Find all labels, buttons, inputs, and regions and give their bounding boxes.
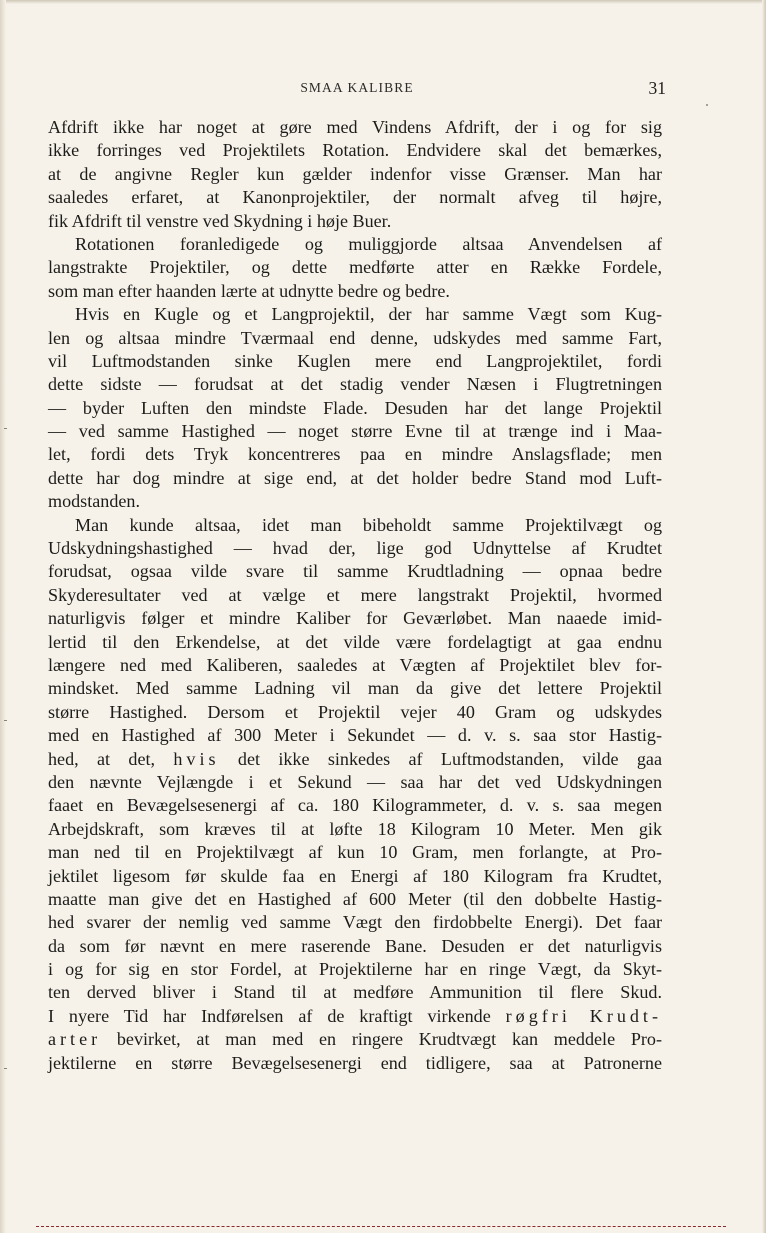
text-line: — byder Luften den mindste Flade. Desuden har det lange Projektil xyxy=(48,397,662,418)
page-edge-left xyxy=(0,0,6,1233)
text-run: hed, at det, xyxy=(48,748,174,769)
text-line xyxy=(48,1005,662,1028)
text-line: større Hastighed. Dersom et Projektil vejer 40 Gram og udskydes xyxy=(48,701,662,722)
text-line: ikke forringes ved Projektilets Rotation. Endvidere skal det bemærkes, xyxy=(48,140,662,161)
text-line: man ned til en Projektilvægt af kun 10 Gram, men forlangte, at Pro- xyxy=(48,842,662,863)
text-line: dette har dog mindre at sige end, at det holder bedre Stand mod Luft- xyxy=(48,467,662,488)
text-line: vil Luftmodstanden sinke Kuglen mere end Langprojektilet, fordi xyxy=(48,350,662,371)
text-line: langstrakte Projektiler, og dette medførte atter en Række Fordele, xyxy=(48,257,662,278)
text-line: ten derved bliver i Stand til at medføre Ammunition til flere Skud. xyxy=(48,982,662,1003)
body-text xyxy=(48,116,662,1075)
text-line: maatte man give det en Hastighed af 600 Meter (til den dobbelte Hastig- xyxy=(48,888,662,909)
text-run: I nyere Tid har Indførelsen af de kraftigt virkende xyxy=(48,1005,506,1026)
text-line: len og altsaa mindre Tværmaal end denne, udskydes med samme Fart, xyxy=(48,327,662,348)
text-line: da som før nævnt en mere raserende Bane. Desuden er det naturligvis xyxy=(48,935,662,956)
text-line: at de angivne Regler kun gælder indenfor visse Grænser. Man har xyxy=(48,163,662,184)
text-line: lertid til den Erkendelse, at det vilde være fordelagtigt at gaa endnu xyxy=(48,631,662,652)
text-run: bevirket, at man med en ringere Krudtvægt kan meddele Pro- xyxy=(101,1029,662,1050)
text-line: Skyderesultater ved at vælge et mere langstrakt Projektil, hvormed xyxy=(48,584,662,605)
page-number: 31 xyxy=(648,78,666,98)
text-line: modstanden. xyxy=(48,491,140,512)
running-title: SMAA KALIBRE xyxy=(300,80,414,95)
text-run: det ikke sinkedes af Luftmodstanden, vilde gaa xyxy=(219,748,662,769)
text-line: naturligvis følger et mindre Kaliber for Geværløbet. Man naaede imid- xyxy=(48,608,662,629)
text-line: i og for sig en stor Fordel, at Projektilerne har en ringe Vægt, da Skyt- xyxy=(48,959,662,980)
text-line xyxy=(48,748,662,771)
text-line: Arbejdskraft, som kræves til at løfte 18 Kilogram 10 Meter. Men gik xyxy=(48,818,662,839)
text-line: jektilet ligesom før skulde faa en Energi af 180 Kilogram fra Krudtet, xyxy=(48,865,662,886)
text-line: let, fordi dets Tryk koncentreres paa en mindre Anslagsflade; men xyxy=(48,444,662,465)
emphasized-text: arter xyxy=(48,1029,102,1050)
text-line: saaledes erfaret, at Kanonprojektiler, der normalt afveg til højre, xyxy=(48,187,662,208)
margin-mark xyxy=(4,1068,7,1069)
scan-edge-line xyxy=(36,1226,726,1228)
margin-mark xyxy=(4,720,7,721)
text-line: længere ned med Kaliberen, saaledes at Vægten af Projektilet blev for- xyxy=(48,654,662,675)
emphasized-text: røgfri Krudt- xyxy=(505,1005,662,1026)
text-line: jektilerne en større Bevægelsesenergi end tidligere, saa at Patronerne xyxy=(48,1052,662,1073)
text-line: mindsket. Med samme Ladning vil man da give det lettere Projektil xyxy=(48,678,662,699)
emphasized-text: hvis xyxy=(173,748,220,769)
text-line: med en Hastighed af 300 Meter i Sekundet — d. v. s. saa stor Hastig- xyxy=(48,725,662,746)
page-edge-top xyxy=(0,0,766,4)
text-line: — ved samme Hastighed — noget større Evne til at trænge ind i Maa- xyxy=(48,421,662,442)
text-line: faaet en Bevægelsesenergi af ca. 180 Kilogrammeter, d. v. s. saa megen xyxy=(48,795,662,816)
margin-mark xyxy=(4,428,7,429)
running-head xyxy=(48,78,666,100)
text-line: fik Afdrift til venstre ved Skydning i høje Buer. xyxy=(48,210,392,231)
paper-speck xyxy=(706,104,708,106)
text-line: den nævnte Vejlængde i et Sekund — saa har det ved Udskydningen xyxy=(48,771,662,792)
text-line: forudsat, ogsaa vilde svare til samme Krudtladning — opnaa bedre xyxy=(48,561,662,582)
text-line xyxy=(48,1028,662,1051)
text-line: som man efter haanden lærte at udnytte bedre og bedre. xyxy=(48,280,450,301)
text-line: Hvis en Kugle og et Langprojektil, der har samme Vægt som Kug- xyxy=(75,304,662,325)
text-line: Man kunde altsaa, idet man bibeholdt samme Projektilvægt og xyxy=(75,514,662,535)
text-line: hed svarer der nemlig ved samme Vægt den firdobbelte Energi). Det faar xyxy=(48,912,662,933)
page-edge-right xyxy=(762,0,766,1233)
text-line: Rotationen foranledigede og muliggjorde altsaa Anvendelsen af xyxy=(75,233,662,254)
text-line: Udskydningshastighed — hvad der, lige god Udnyttelse af Krudtet xyxy=(48,538,662,559)
text-line: dette sidste — forudsat at det stadig vender Næsen i Flugtretningen xyxy=(48,374,662,395)
text-line: Afdrift ikke har noget at gøre med Vindens Afdrift, der i og for sig xyxy=(48,117,662,137)
